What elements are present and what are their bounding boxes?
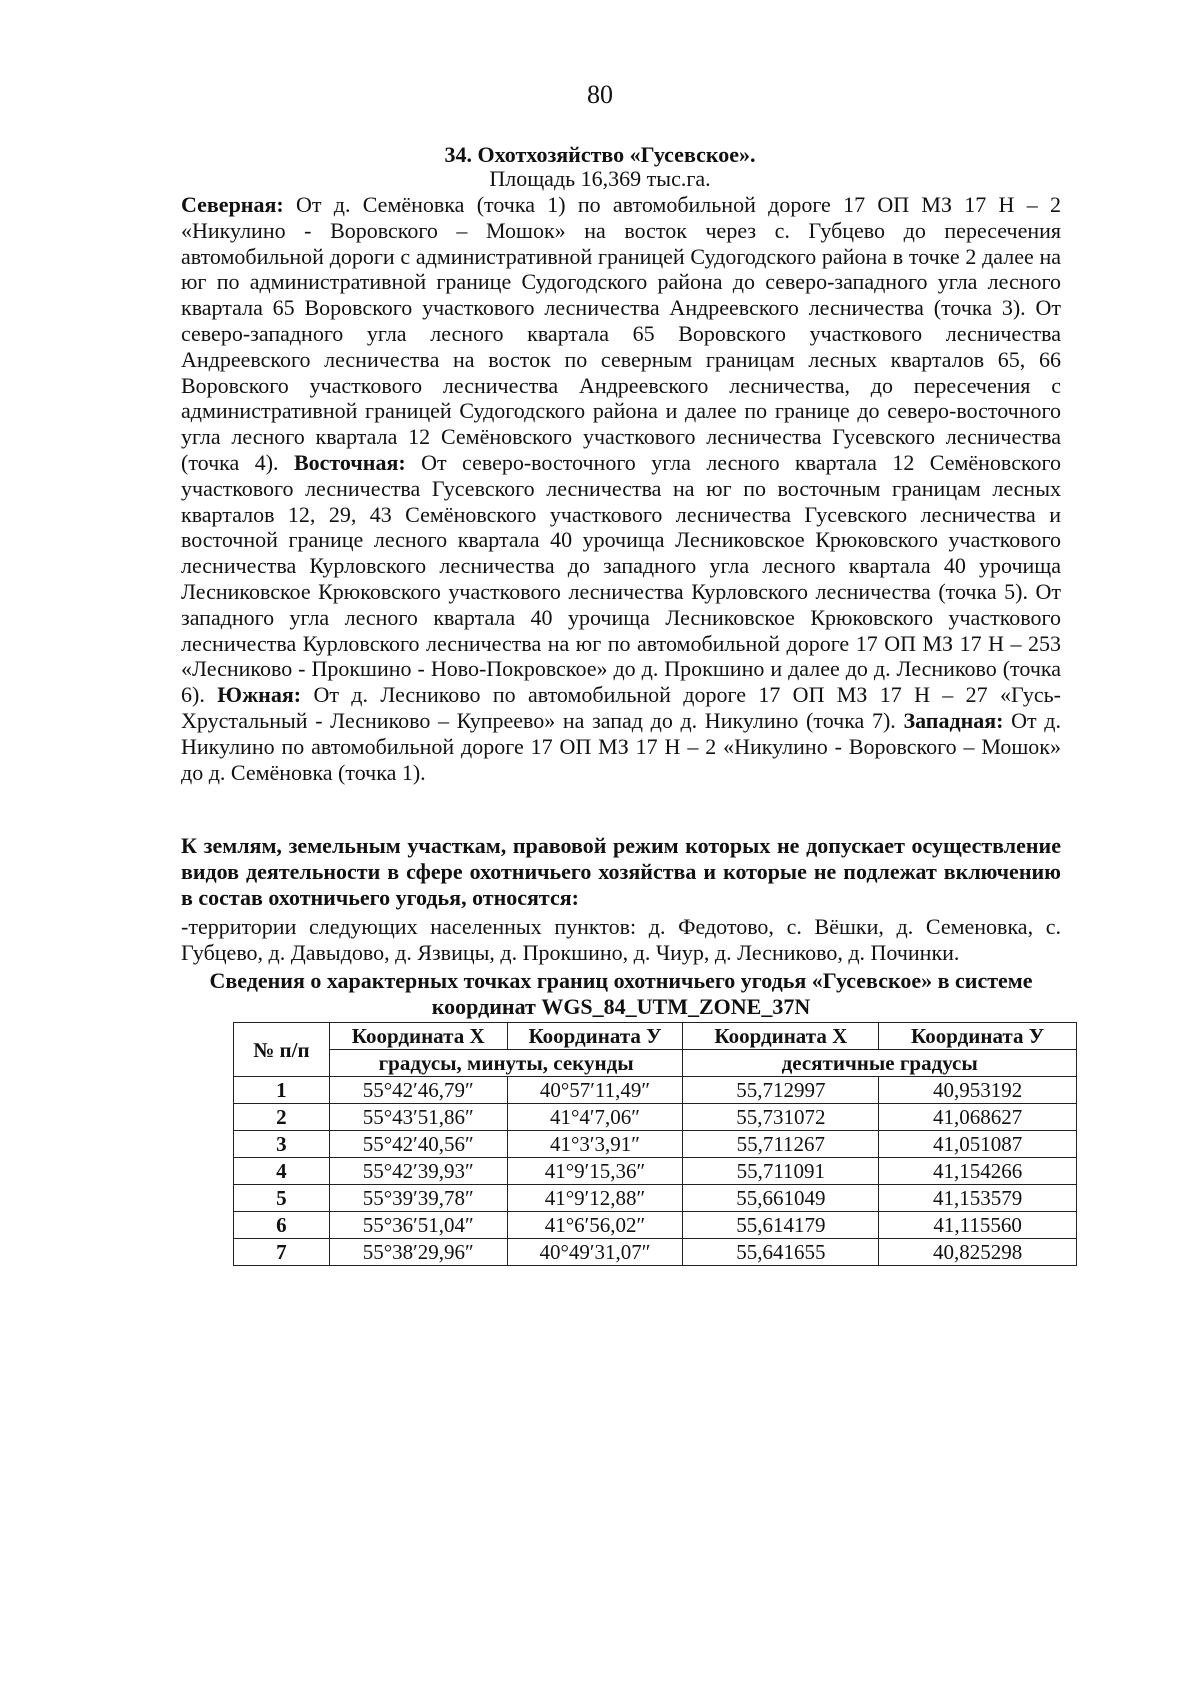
cell-x-dec: 55,712997 [683, 1077, 879, 1104]
cell-x-dec: 55,614179 [683, 1212, 879, 1239]
table-row [234, 1212, 1077, 1239]
cell-num: 3 [234, 1131, 330, 1158]
cell-y-dms: 41°3′3,91″ [507, 1131, 683, 1158]
cell-num: 4 [234, 1158, 330, 1185]
cell-y-dec: 41,154266 [879, 1158, 1077, 1185]
cell-y-dms: 41°9′15,36″ [507, 1158, 683, 1185]
header-coord-x-dec: Координата Х [683, 1023, 879, 1050]
table-row [234, 1185, 1077, 1212]
cell-x-dms: 55°42′40,56″ [329, 1131, 507, 1158]
table-row [234, 1239, 1077, 1266]
boundary-description [181, 192, 1061, 785]
cell-x-dec: 55,661049 [683, 1185, 879, 1212]
table-header-row [234, 1023, 1077, 1050]
section-area: Площадь 16,369 тыс.га. [489, 166, 711, 191]
header-num: № п/п [234, 1023, 330, 1077]
cell-x-dms: 55°42′46,79″ [329, 1077, 507, 1104]
cell-x-dec: 55,711267 [683, 1131, 879, 1158]
header-dec-group: десятичные градусы [683, 1050, 1077, 1077]
cell-num: 6 [234, 1212, 330, 1239]
page-number: 80 [587, 80, 613, 109]
west-text: От д. Никулино по автомобильной дороге 17 ОП МЗ 17 Н – 2 «Никулино - Воровского – Мошок» до д. Семёновка (точка 1). [181, 707, 1061, 785]
header-coord-y-dec: Координата У [879, 1023, 1077, 1050]
south-text: От д. Лесниково по автомобильной дороге 17 ОП МЗ 17 Н – 27 «Гусь-Хрустальный - Лесниково – Купреево» на запад до д. Никулино (точка 7). [181, 682, 1062, 733]
cell-y-dec: 41,051087 [879, 1131, 1077, 1158]
table-row [234, 1158, 1077, 1185]
cell-x-dec: 55,711091 [683, 1158, 879, 1185]
restrictions-heading: К землям, земельным участкам, правовой режим которых не допускает осуществление видов деятельности в сфере охотничьего хозяйства и которые не подлежат включению в состав охотничьего угодья, относятся: [181, 833, 1061, 910]
cell-y-dms: 41°6′56,02″ [507, 1212, 683, 1239]
cell-y-dms: 40°57′11,49″ [507, 1077, 683, 1104]
cell-y-dms: 41°4′7,06″ [507, 1104, 683, 1131]
cell-num: 1 [234, 1077, 330, 1104]
cell-y-dms: 41°9′12,88″ [507, 1185, 683, 1212]
north-text: От д. Семёновка (точка 1) по автомобильной дороге 17 ОП МЗ 17 Н – 2 «Никулино - Воровского – Мошок» на восток через с. Губцево до пересечения автомобильной дороги с административной границей Судогодского района в точке 2 далее на юг по административной границе Судогодского района до северо-западного угла лесного квартала 65 Воровского участкового лесничества Андреевского лесничества (точка 3). От северо-западного угла лесного квартала 65 Воровского участкового лесничества Андреевского лесничества на восток по северным границам лесных кварталов 65, 66 Воровского участкового лесничества Андреевского лесничества, до пересечения с административной границей Судогодского района и далее по границе до северо-восточного угла лесного квартала 12 Семёновского участкового лесничества Гусевского лесничества (точка 4). [181, 192, 1061, 475]
cell-x-dms: 55°36′51,04″ [329, 1212, 507, 1239]
table-row [234, 1077, 1077, 1104]
south-label: Южная: [217, 682, 302, 708]
header-dms-group: градусы, минуты, секунды [329, 1050, 683, 1077]
table-body [234, 1077, 1077, 1266]
table-row [234, 1104, 1077, 1131]
east-label: Восточная: [293, 449, 406, 475]
west-label: Западная: [903, 707, 1004, 733]
cell-x-dms: 55°39′39,78″ [329, 1185, 507, 1212]
cell-num: 2 [234, 1104, 330, 1131]
cell-x-dms: 55°38′29,96″ [329, 1239, 507, 1266]
table-row [234, 1131, 1077, 1158]
cell-x-dms: 55°43′51,86″ [329, 1104, 507, 1131]
cell-y-dec: 40,825298 [879, 1239, 1077, 1266]
table-subheader-row [234, 1050, 1077, 1077]
cell-y-dec: 41,115560 [879, 1212, 1077, 1239]
coordinates-table [233, 1022, 1077, 1266]
cell-x-dec: 55,731072 [683, 1104, 879, 1131]
east-text: От северо-восточного угла лесного квартала 12 Семёновского участкового лесничества Гусевского лесничества на юг по восточным границам лесных кварталов 12, 29, 43 Семёновского участкового лесничества Гусевского лесничества и восточной границе лесного квартала 40 урочища Лесниковское Крюковского участкового лесничества Курловского лесничества до западного угла лесного квартала 40 урочища Лесниковское Крюковского участкового лесничества Курловского лесничества (точка 5). От западного угла лесного квартала 40 урочища Лесниковское Крюковского участкового лесничества Курловского лесничества на юг по автомобильной дороге 17 ОП МЗ 17 Н – 253 «Лесниково - Прокшино - Ново-Покровское» до д. Прокшино и далее до д. Лесниково (точка 6). [181, 449, 1062, 708]
cell-num: 7 [234, 1239, 330, 1266]
cell-x-dec: 55,641655 [683, 1239, 879, 1266]
section-title: 34. Охотхозяйство «Гусевское». [444, 142, 756, 167]
header-coord-x-dms: Координата Х [329, 1023, 507, 1050]
cell-y-dec: 40,953192 [879, 1077, 1077, 1104]
north-label: Северная: [181, 192, 284, 217]
cell-y-dms: 40°49′31,07″ [507, 1239, 683, 1266]
cell-num: 5 [234, 1185, 330, 1212]
header-coord-y-dms: Координата У [507, 1023, 683, 1050]
settlements-list: -территории следующих населенных пунктов: д. Федотово, с. Вёшки, д. Семеновка, с. Губцево, д. Давыдово, д. Язвицы, д. Прокшино, д. Чиур, д. Лесниково, д. Починки. [181, 914, 1061, 965]
cell-y-dec: 41,068627 [879, 1104, 1077, 1131]
cell-y-dec: 41,153579 [879, 1185, 1077, 1212]
cell-x-dms: 55°42′39,93″ [329, 1158, 507, 1185]
table-title: Сведения о характерных точках границ охотничьего угодья «Гусевское» в системе координат WGS_84_UTM_ZONE_37N [209, 968, 1033, 1019]
